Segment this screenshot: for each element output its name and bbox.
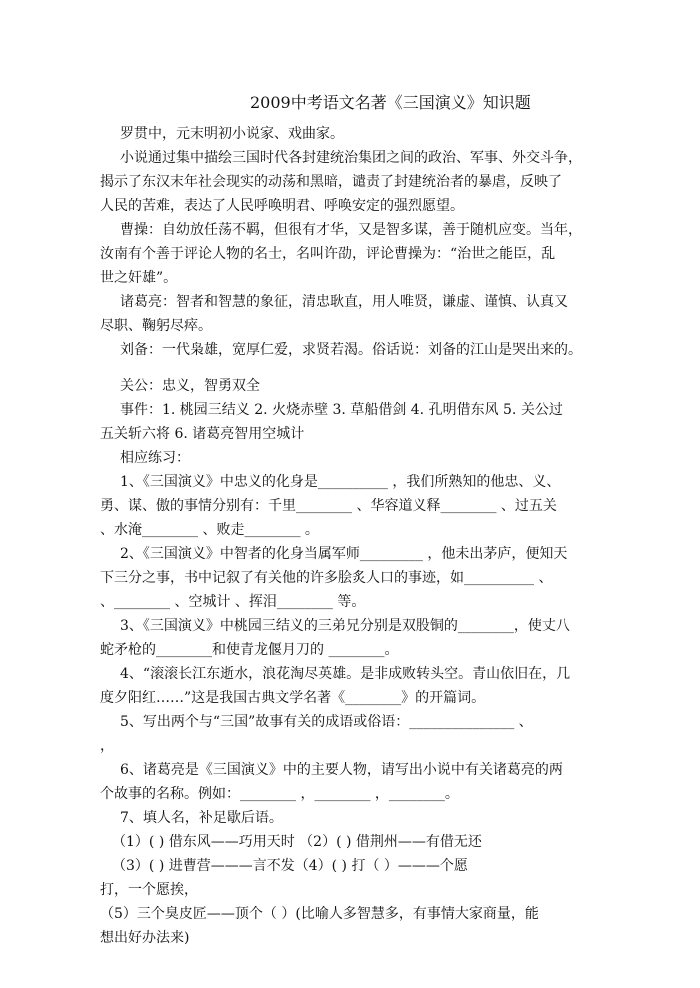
page-title: 2009中考语文名著《三国演义》知识题 <box>250 93 531 112</box>
text-line-6: 汝南有个善于评论人物的名士，名叫许劭，评论曹操为：“治世之能臣，乱 <box>100 246 556 262</box>
text-line-4: 人民的苦难，表达了人民呼唤明君、呼唤安定的强烈愿望。 <box>100 198 464 214</box>
text-line-30: （1）( ) 借东风——巧用天时 （2）( ) 借荆州——有借无还 <box>112 834 482 850</box>
text-line-23: 4、“滚滚长江东逝水，浪花淘尽英雄。是非成败转头空。青山依旧在，几 <box>120 666 571 682</box>
text-line-24: 度夕阳红……”这是我国古典文学名著《________》的开篇词。 <box>100 690 486 706</box>
text-line-17: 、水淹________ 、败走________ 。 <box>100 522 319 538</box>
text-line-15: 1、《三国演义》中忠义的化身是__________ ，我们所熟知的他忠、义、 <box>120 474 561 490</box>
text-line-29: 7、填人名，补足歇后语。 <box>120 810 283 826</box>
text-line-27: 6、诸葛亮是《三国演义》中的主要人物，请写出小说中有关诸葛亮的两 <box>120 762 563 778</box>
text-line-21: 3、《三国演义》中桃园三结义的三弟兄分别是双股铜的________，使丈八 <box>120 618 570 634</box>
text-line-32: 打，一个愿挨， <box>100 882 198 898</box>
text-line-14: 相应练习： <box>120 450 190 466</box>
text-line-8: 诸葛亮：智者和智慧的象征，清忠耿直，用人唯贤，谦虚、谨慎、认真又 <box>120 294 568 310</box>
text-line-2: 小说通过集中描绘三国时代各封建统治集团之间的政治、军事、外交斗争， <box>120 150 582 166</box>
text-line-20: 、________ 、空城计 、挥泪________ 等。 <box>100 594 366 610</box>
text-line-11: 关公：忠义，智勇双全 <box>120 378 260 394</box>
text-line-18: 2、《三国演义》中智者的化身当属军师_________ ，他未出茅庐，便知天 <box>120 546 568 562</box>
text-line-12: 事件：1. 桃园三结义 2. 火烧赤壁 3. 草船借剑 4. 孔明借东风 5. 关公过 <box>120 402 563 418</box>
text-line-19: 下三分之事，书中记叙了有关他的许多脍炙人口的事迹，如__________ 、 <box>100 570 553 586</box>
text-line-9: 尽职、鞠躬尽瘁。 <box>100 318 212 334</box>
text-line-7: 世之奸雄”。 <box>100 270 178 286</box>
text-line-25: 5、写出两个与“三国”故事有关的成语或俗语：_______________ 、 <box>120 714 533 730</box>
text-line-3: 揭示了东汉末年社会现实的动荡和黑暗，谴责了封建统治者的暴虐，反映了 <box>100 174 562 190</box>
text-line-22: 蛇矛枪的________和使青龙偃月刀的 ________。 <box>100 642 399 658</box>
text-line-13: 五关斩六将 6. 诸葛亮智用空城计 <box>100 426 305 442</box>
text-line-1: 罗贯中，元末明初小说家、戏曲家。 <box>120 126 344 142</box>
text-line-16: 勇、谋、傲的事情分别有：千里________ 、华容道义释________ 、过五关 <box>100 498 557 514</box>
text-line-34: 想出好办法来) <box>100 930 190 946</box>
text-line-31: （3）( ) 进曹营———言不发（4）( ) 打（ ）———个愿 <box>112 858 468 874</box>
text-line-28: 个故事的名称。例如：________ ，________ ，________。 <box>100 786 459 802</box>
text-line-26: ， <box>100 738 114 754</box>
text-line-33: （5）三个臭皮匠——顶个（ ）(比喻人多智慧多，有事情大家商量，能 <box>100 906 539 922</box>
text-line-5: 曹操：自幼放任荡不羁，但很有才华，又是智多谋，善于随机应变。当年， <box>120 222 582 238</box>
text-line-10: 刘备：一代枭雄，宽厚仁爱，求贤若渴。俗话说：刘备的江山是哭出来的。 <box>120 342 582 358</box>
